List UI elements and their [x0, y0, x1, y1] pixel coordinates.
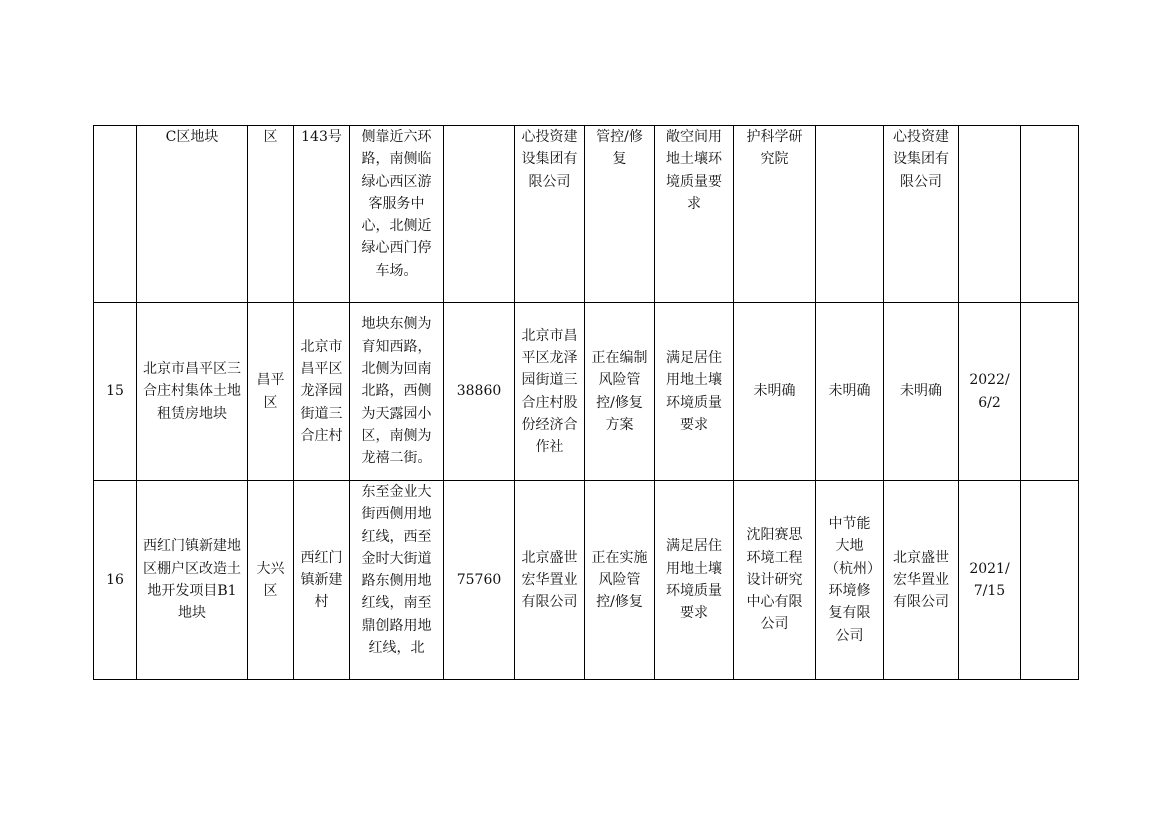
cell-design-organization: 护科学研究院: [734, 126, 816, 303]
cell-area: 38860: [444, 303, 515, 481]
cell-serial-number: 15: [94, 303, 137, 481]
cell-site-name: C区地块: [137, 126, 248, 303]
cell-date: 2022/6/2: [959, 303, 1021, 481]
cell-entrusting-organization: 未明确: [884, 303, 959, 481]
cell-boundary-description: 侧靠近六环路，南侧临绿心西区游客服务中心，北侧近绿心西门停车场。: [350, 126, 444, 303]
cell-target: 满足居住用地土壤环境质量要求: [655, 481, 734, 680]
cell-serial-number: 16: [94, 481, 137, 680]
cell-address: 北京市昌平区龙泽园街道三合庄村: [294, 303, 350, 481]
cell-responsible-owner: 北京市昌平区龙泽园街道三合庄村股份经济合作社: [515, 303, 585, 481]
cell-boundary-description: 地块东侧为育知西路，北侧为回南北路，西侧为天露园小区，南侧为龙禧二街。: [350, 303, 444, 481]
cell-design-organization: 未明确: [734, 303, 816, 481]
cell-serial-number: [94, 126, 137, 303]
cell-design-organization: 沈阳赛思环境工程设计研究中心有限公司: [734, 481, 816, 680]
cell-date: 2021/7/15: [959, 481, 1021, 680]
cell-date: [959, 126, 1021, 303]
cell-address: 143号: [294, 126, 350, 303]
cell-site-name: 西红门镇新建地区棚户区改造土地开发项目B1地块: [137, 481, 248, 680]
cell-boundary-description: 东至金业大街西侧用地红线，西至金时大街道路东侧用地红线，南至鼎创路用地红线，北: [350, 481, 444, 680]
cell-site-name: 北京市昌平区三合庄村集体土地租赁房地块: [137, 303, 248, 481]
table-row: [94, 126, 1079, 303]
table-row: [94, 481, 1079, 680]
cell-construction-organization: [816, 126, 884, 303]
cell-area: 75760: [444, 481, 515, 680]
cell-construction-organization: 中节能大地（杭州）环境修复有限公司: [816, 481, 884, 680]
cell-district: 区: [248, 126, 294, 303]
cell-responsible-owner: 北京盛世宏华置业有限公司: [515, 481, 585, 680]
cell-note: [1021, 126, 1079, 303]
cell-stage: 正在编制风险管控/修复方案: [585, 303, 655, 481]
cell-responsible-owner: 心投资建设集团有限公司: [515, 126, 585, 303]
cell-note: [1021, 481, 1079, 680]
cell-entrusting-organization: 北京盛世宏华置业有限公司: [884, 481, 959, 680]
cell-area: [444, 126, 515, 303]
cell-stage: 正在实施风险管控/修复: [585, 481, 655, 680]
cell-target: 满足居住用地土壤环境质量要求: [655, 303, 734, 481]
cell-district: 昌平区: [248, 303, 294, 481]
cell-note: [1021, 303, 1079, 481]
cell-target: 敞空间用地土壤环境质量要求: [655, 126, 734, 303]
cell-stage: 管控/修复: [585, 126, 655, 303]
table-row: [94, 303, 1079, 481]
cell-district: 大兴区: [248, 481, 294, 680]
cell-construction-organization: 未明确: [816, 303, 884, 481]
cell-entrusting-organization: 心投资建设集团有限公司: [884, 126, 959, 303]
site-list-table: [93, 125, 1079, 680]
cell-address: 西红门镇新建村: [294, 481, 350, 680]
